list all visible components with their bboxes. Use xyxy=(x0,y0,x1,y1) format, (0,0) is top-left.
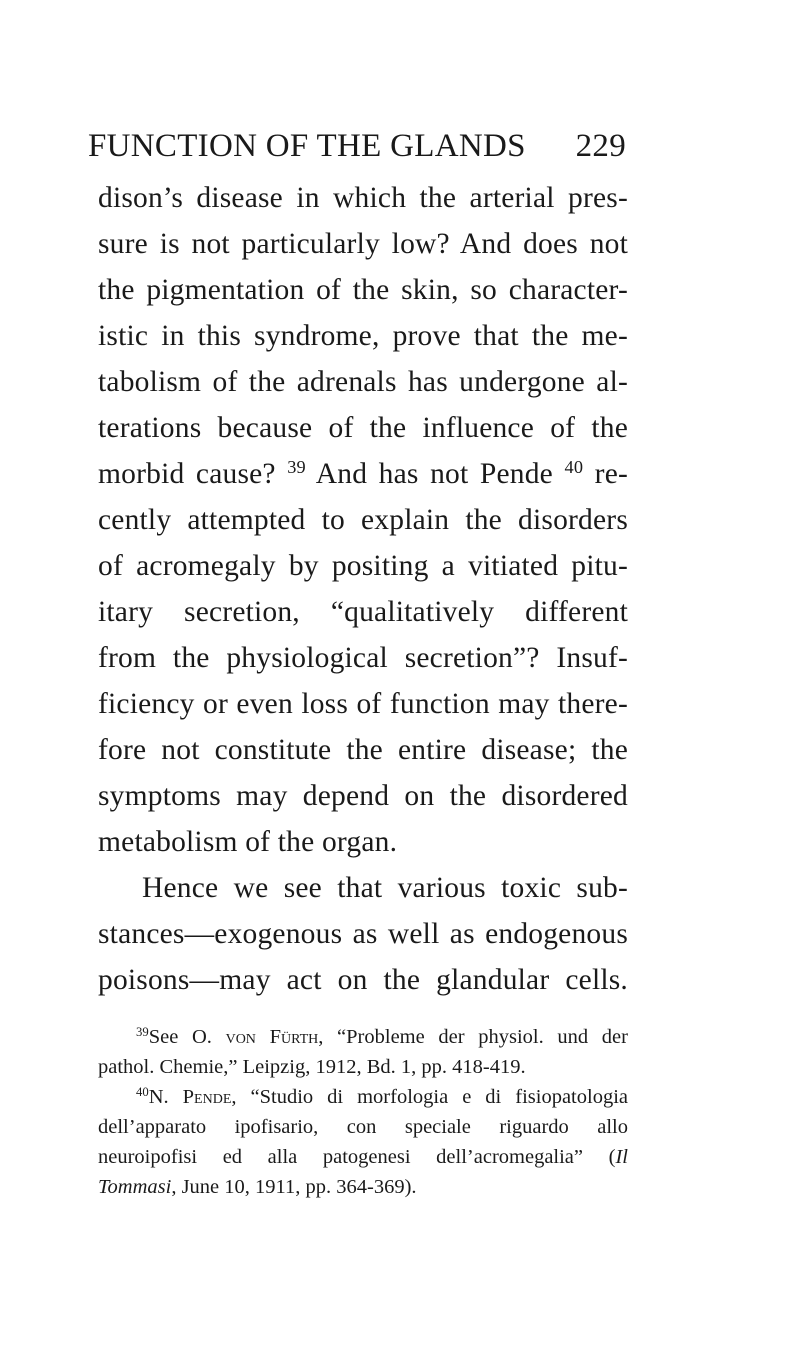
text-line xyxy=(98,456,628,492)
footnote-40 xyxy=(136,1084,628,1110)
journal-title: Tommasi xyxy=(98,1176,172,1198)
text-line: stances—exogenous as well as endogenous xyxy=(98,918,628,950)
text-line: ficiency or even loss of function may there- xyxy=(98,688,628,720)
text-line: fore not constitute the entire disease; the xyxy=(98,734,628,766)
author-name: Pende xyxy=(182,1086,232,1108)
footnote-line xyxy=(98,1144,628,1170)
text-line: istic in this syndrome, prove that the me- xyxy=(98,320,628,352)
text-line: Hence we see that various toxic sub- xyxy=(142,872,628,904)
text-line: poisons—may act on the glandular cells. xyxy=(98,964,628,996)
footnote-ref-40: 40 xyxy=(564,456,584,477)
footnote-line xyxy=(98,1174,628,1200)
text-line: the pigmentation of the skin, so character- xyxy=(98,274,628,306)
text-segment: , June 10, 1911, pp. 364-369). xyxy=(171,1176,417,1198)
author-name: von Fürth xyxy=(225,1026,319,1048)
text-line: symptoms may depend on the disordered xyxy=(98,780,628,812)
text-segment: , “Studio di morfologia e di fisiopatologia xyxy=(231,1086,628,1108)
header-title: FUNCTION OF THE GLANDS xyxy=(88,128,526,164)
text-segment: N. xyxy=(148,1086,183,1108)
footnote-39 xyxy=(136,1024,628,1050)
text-line: from the physiological secretion”? Insuf- xyxy=(98,642,628,674)
text-line: itary secretion, “qualitatively different xyxy=(98,596,628,628)
text-line: cently attempted to explain the disorders xyxy=(98,504,628,536)
footnote-ref-39: 39 xyxy=(287,456,306,477)
text-segment: neuroipofisi ed alla patogenesi dell’acromegalia” ( xyxy=(98,1146,616,1168)
footnote-marker: 40 xyxy=(136,1085,149,1100)
running-header xyxy=(88,128,626,172)
text-line: terations because of the influence of the xyxy=(98,412,628,444)
footnote-line: dell’apparato ipofisario, con speciale riguardo allo xyxy=(98,1116,628,1138)
text-line: sure is not particularly low? And does not xyxy=(98,228,628,260)
text-line: dison’s disease in which the arterial pres- xyxy=(98,182,628,214)
footnote-marker: 39 xyxy=(136,1025,149,1040)
text-line: tabolism of the adrenals has undergone al- xyxy=(98,366,628,398)
text-segment: Il xyxy=(615,1146,628,1168)
text-segment: morbid cause? xyxy=(98,458,276,490)
text-line: metabolism of the organ. xyxy=(98,826,398,858)
text-segment: , “Probleme der physiol. und der xyxy=(318,1026,628,1048)
text-segment: See O. xyxy=(148,1026,226,1048)
text-segment: And has not Pende xyxy=(305,458,565,490)
page-number: 229 xyxy=(575,128,626,164)
footnote-line: pathol. Chemie,” Leipzig, 1912, Bd. 1, pp. 418-419. xyxy=(98,1056,526,1078)
text-line: of acromegaly by positing a vitiated pitu- xyxy=(98,550,628,582)
text-segment: re- xyxy=(583,458,629,490)
